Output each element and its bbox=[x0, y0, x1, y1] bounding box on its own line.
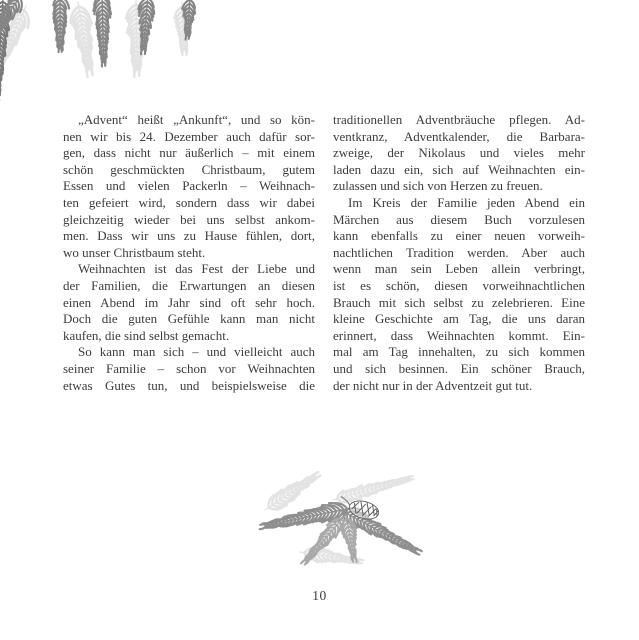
paragraph bbox=[333, 195, 585, 394]
text-line: ist es schön, diesen vorweihnachtlichen bbox=[333, 277, 585, 293]
fir-frond bbox=[130, 0, 158, 55]
text-line: traditionellen Adventbräuche pflegen. Ad- bbox=[333, 112, 585, 127]
text-line: laden dazu ein, sich auf Weihnachten ein- bbox=[333, 161, 585, 177]
text-line: wo unser Christbaum steht. bbox=[63, 244, 206, 260]
text-line: Weihnachten ist das Fest der Liebe und bbox=[78, 261, 315, 277]
fir-frond bbox=[0, 0, 28, 54]
text-line: Essen und vielen Packerln – Weihnach- bbox=[63, 178, 315, 194]
fir-frond bbox=[0, 3, 33, 70]
text-line: gen, dass nicht nur äußerlich – mit einem bbox=[63, 145, 315, 161]
text-column-left bbox=[63, 112, 315, 394]
fir-frond bbox=[172, 1, 196, 56]
text-line: Brauch mit sich selbst zu zelebrieren. Eine bbox=[333, 294, 585, 310]
text-column-right bbox=[333, 112, 585, 394]
text-line: kann ebenfalls zu einer neuen vorweih- bbox=[333, 228, 585, 244]
fir-frond bbox=[299, 547, 364, 567]
text-line: schön geschmückten Christbaum, gutem bbox=[63, 161, 315, 177]
fir-frond bbox=[49, 0, 70, 53]
text-line: So kann man sich – und vielleicht auch bbox=[78, 344, 315, 360]
text-line: der nicht nur in der Adventzeit gut tut. bbox=[333, 377, 533, 393]
text-line: einen Abend im Jahr sind oft sehr hoch. bbox=[63, 294, 315, 310]
text-line: kleine Geschichte am Tag, die uns daran bbox=[333, 311, 585, 327]
text-line: wenn man sein Leben allein verbringt, bbox=[333, 261, 585, 277]
text-line: ventkranz, Adventkalender, die Barbara- bbox=[333, 128, 585, 144]
pinecone-icon bbox=[337, 495, 381, 522]
text-line: Doch die guten Gefühle kann man nicht bbox=[63, 311, 315, 327]
text-line: seiner Familie – schon vor Weihnachten bbox=[63, 360, 315, 376]
text-line: erinnert, dass Weihnachten kommt. Ein- bbox=[333, 327, 585, 343]
text-line: etwas Gutes tun, und beispielsweise die bbox=[63, 377, 315, 393]
fir-frond bbox=[258, 497, 353, 544]
fir-frond bbox=[336, 503, 428, 555]
paragraph bbox=[63, 112, 315, 261]
page-number: 10 bbox=[312, 588, 327, 603]
text-line: zweige, der Nikolaus und vieles mehr bbox=[333, 145, 585, 161]
paragraph bbox=[333, 112, 585, 195]
text-line: men. Dass wir uns zu Hause fühlen, dort, bbox=[63, 228, 315, 244]
text-line: zulassen und sich von Herzen zu freuen. bbox=[333, 178, 543, 194]
fir-frond bbox=[65, 0, 107, 77]
text-line: nachtlichen Tradition werden. Aber auch bbox=[333, 244, 585, 260]
text-line: und sich besinnen. Ein schöner Brauch, bbox=[333, 360, 585, 376]
fir-frond bbox=[120, 0, 148, 77]
fir-frond bbox=[337, 513, 364, 563]
fir-frond bbox=[294, 512, 351, 567]
text-line: Im Kreis der Familie jeden Abend ein bbox=[348, 194, 585, 210]
page-text bbox=[63, 112, 585, 394]
fir-frond bbox=[0, 0, 20, 103]
text-line: ten gefeiert wird, sondern dass wir dabei bbox=[63, 194, 315, 210]
fir-frond bbox=[260, 471, 326, 515]
fir-branch-pinecone-icon bbox=[245, 470, 440, 575]
text-line: mal am Tag innehalten, zu sich kommen bbox=[333, 344, 585, 360]
fir-frond bbox=[88, 0, 121, 67]
fir-frond bbox=[181, 0, 197, 40]
text-line: „Advent“ heißt „Ankunft“, und so kön- bbox=[78, 112, 315, 127]
text-line: der Familien, die Erwartungen an diesen bbox=[63, 277, 315, 293]
text-line: kaufen, die sind selbst gemacht. bbox=[63, 327, 230, 343]
fir-frond bbox=[331, 475, 415, 505]
text-line: Märchen aus diesem Buch vorzulesen bbox=[333, 211, 585, 227]
paragraph bbox=[63, 261, 315, 344]
fir-branches-top-left-icon bbox=[0, 0, 225, 115]
text-line: gleichzeitig wieder bei uns selbst ankom- bbox=[63, 211, 315, 227]
paragraph bbox=[63, 344, 315, 394]
text-line: nen wir bis 24. Dezember auch dafür sor- bbox=[63, 128, 315, 144]
